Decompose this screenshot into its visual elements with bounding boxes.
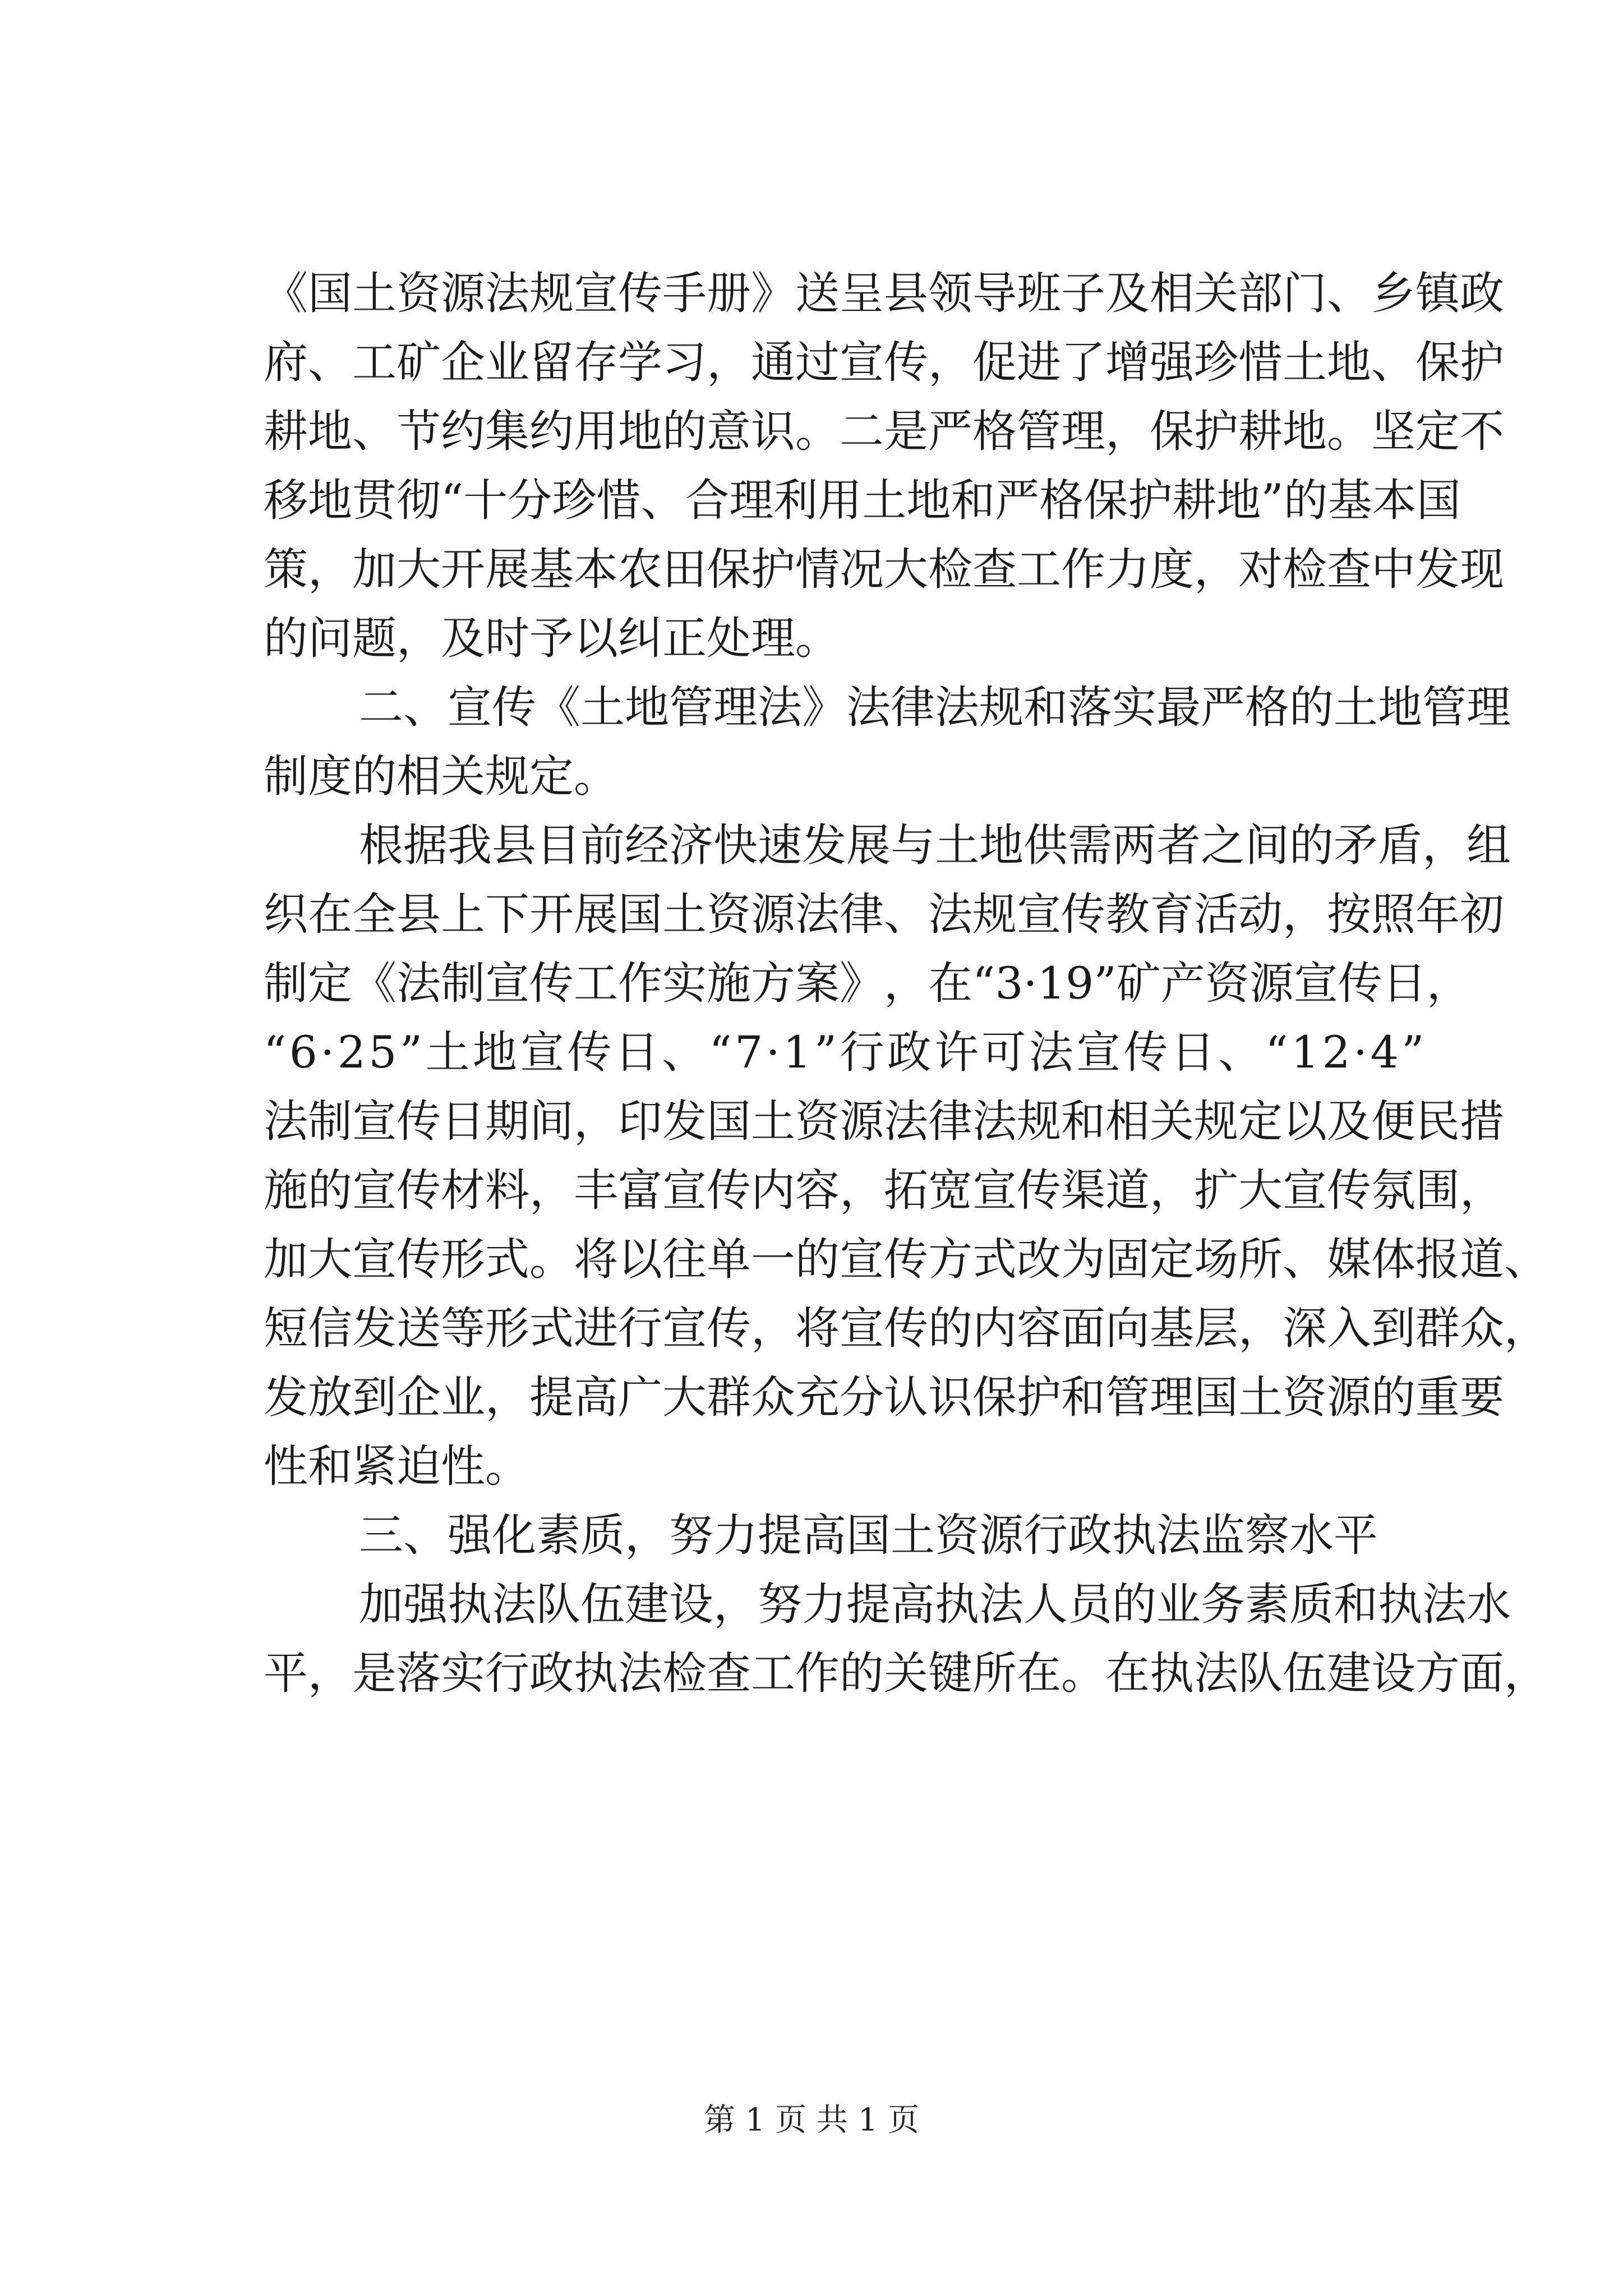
text-line: 法 制 宣 传 日 期 间 ， 印 发 国 土 资 源 法 律 法 规 和 相 关 规 定 以 及 便 民 措 bbox=[264, 1096, 1504, 1147]
text-line: 根 据 我 县 目 前 经 济 快 速 发 展 与 土 地 供 需 两 者 之 间 的 矛 盾 ， 组 bbox=[359, 820, 1511, 871]
paragraph-heading-3 bbox=[264, 1501, 1424, 1570]
paragraph-p1-continued bbox=[264, 259, 1504, 673]
text-line: 性和紧迫性。 bbox=[264, 1441, 529, 1492]
text-line: 短 信 发 送 等 形 式 进 行 宣 传 ， 将 宣 传 的 内 容 面 向 基 层 ， 深 入 到 群 众 ， bbox=[264, 1303, 1548, 1354]
text-line: 三、强化素质，努力提高国土资源行政执法监察水平 bbox=[359, 1510, 1378, 1561]
text-line: 制度的相关规定。 bbox=[264, 751, 618, 802]
text-line: 加 大 宣 传 形 式 。 将 以 往 单 一 的 宣 传 方 式 改 为 固 定 场 所 、 媒 体 报 道 、 bbox=[264, 1234, 1548, 1285]
document-body bbox=[264, 259, 1548, 1708]
text-line: 制 定 《 法 制 宣 传 工 作 实 施 方 案 》 ， 在 “ 3 · 1 9 ” 矿 产 资 源 宣 传 日 ， bbox=[264, 958, 1471, 1009]
page-footer: 第 1 页 共 1 页 bbox=[703, 2102, 920, 2138]
text-line: “ 6 · 2 5 ” 土 地 宣 传 日 、 “ 7 · 1 ” 行 政 许 可 法 宣 传 日 、 “ 1 2 · 4 ” bbox=[264, 1027, 1424, 1078]
paragraph-heading-2 bbox=[264, 673, 1511, 811]
text-line: 《 国 土 资 源 法 规 宣 传 手 册 》 送 呈 县 领 导 班 子 及 相 关 部 门 、 乡 镇 政 bbox=[264, 268, 1504, 319]
text-line: 二 、 宣 传 《 土 地 管 理 法 》 法 律 法 规 和 落 实 最 严 格 的 土 地 管 理 bbox=[359, 682, 1511, 733]
text-line: 发 放 到 企 业 ， 提 高 广 大 群 众 充 分 认 识 保 护 和 管 理 国 土 资 源 的 重 要 bbox=[264, 1372, 1504, 1423]
text-line: 施 的 宣 传 材 料 ， 丰 富 宣 传 内 容 ， 拓 宽 宣 传 渠 道 ， 扩 大 宣 传 氛 围 ， bbox=[264, 1165, 1504, 1216]
text-line: 府 、 工 矿 企 业 留 存 学 习 ， 通 过 宣 传 ， 促 进 了 增 强 珍 惜 土 地 、 保 护 bbox=[264, 337, 1504, 388]
text-line: 的问题，及时予以纠正处理。 bbox=[264, 613, 840, 664]
text-line: 织 在 全 县 上 下 开 展 国 土 资 源 法 律 、 法 规 宣 传 教 育 活 动 ， 按 照 年 初 bbox=[264, 889, 1504, 940]
text-line: 耕 地 、 节 约 集 约 用 地 的 意 识 。 二 是 严 格 管 理 ， 保 护 耕 地 。 坚 定 不 bbox=[264, 406, 1504, 457]
paragraph-p2 bbox=[264, 811, 1548, 1501]
text-line: 加 强 执 法 队 伍 建 设 ， 努 力 提 高 执 法 人 员 的 业 务 素 质 和 执 法 水 bbox=[359, 1579, 1511, 1630]
text-line: 移 地 贯 彻 “ 十 分 珍 惜 、 合 理 利 用 土 地 和 严 格 保 护 耕 地 ” 的 基 本 国 bbox=[264, 475, 1461, 526]
text-line: 策 ， 加 大 开 展 基 本 农 田 保 护 情 况 大 检 查 工 作 力 度 ， 对 检 查 中 发 现 bbox=[264, 544, 1504, 595]
text-line: 平，是落实行政执法检查工作的关键所在。在执法队伍建设方面， bbox=[264, 1648, 1548, 1699]
paragraph-p3 bbox=[264, 1570, 1548, 1708]
